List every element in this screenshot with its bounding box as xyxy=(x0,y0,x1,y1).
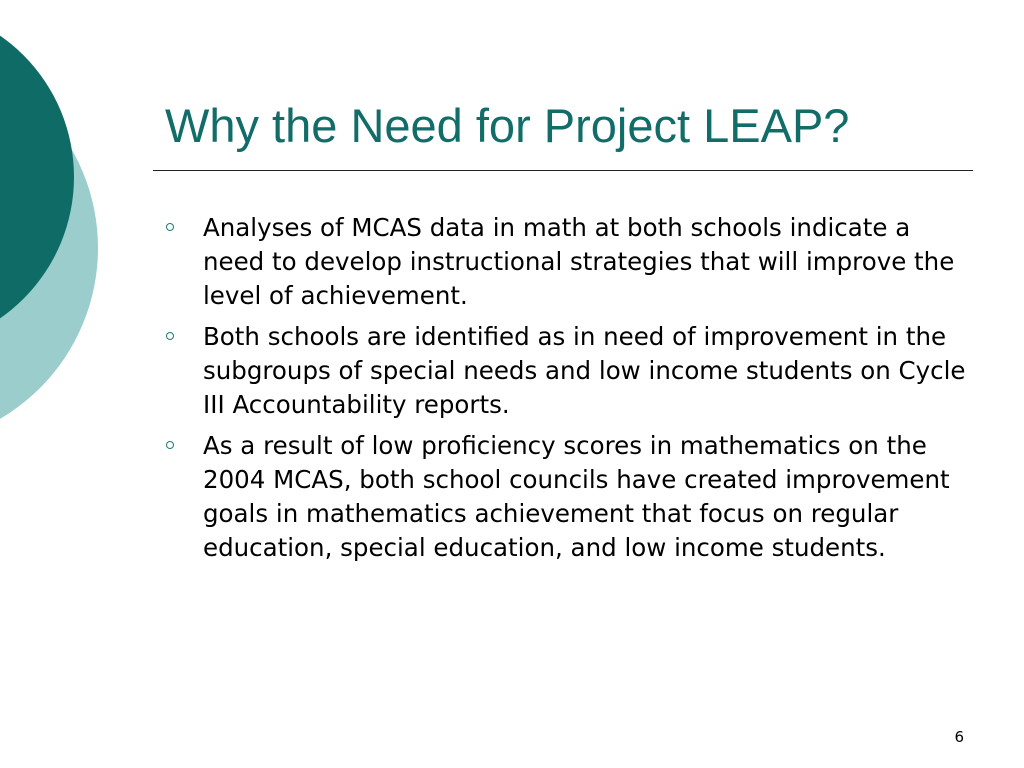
page-number: 6 xyxy=(954,728,964,746)
bullet-item xyxy=(160,429,970,565)
bullet-list xyxy=(160,211,970,572)
title-divider xyxy=(153,170,973,171)
decorative-circles xyxy=(0,0,120,420)
bullet-item xyxy=(160,211,970,313)
bullet-text: Both schools are identified as in need of improvement in the subgroups of special needs and low income students on Cycle III Accountability reports. xyxy=(203,322,966,419)
hollow-circle-bullet-icon xyxy=(166,223,174,231)
bullet-item xyxy=(160,320,970,422)
hollow-circle-bullet-icon xyxy=(166,441,174,449)
bullet-text: As a result of low proficiency scores in mathematics on the 2004 MCAS, both school councils have created improvement goals in mathematics achievement that focus on regular education, special education, and low income students. xyxy=(203,431,950,562)
bullet-text: Analyses of MCAS data in math at both schools indicate a need to develop instructional strategies that will improve the level of achievement. xyxy=(203,213,955,310)
hollow-circle-bullet-icon xyxy=(166,332,174,340)
slide-title: Why the Need for Project LEAP? xyxy=(165,99,850,152)
